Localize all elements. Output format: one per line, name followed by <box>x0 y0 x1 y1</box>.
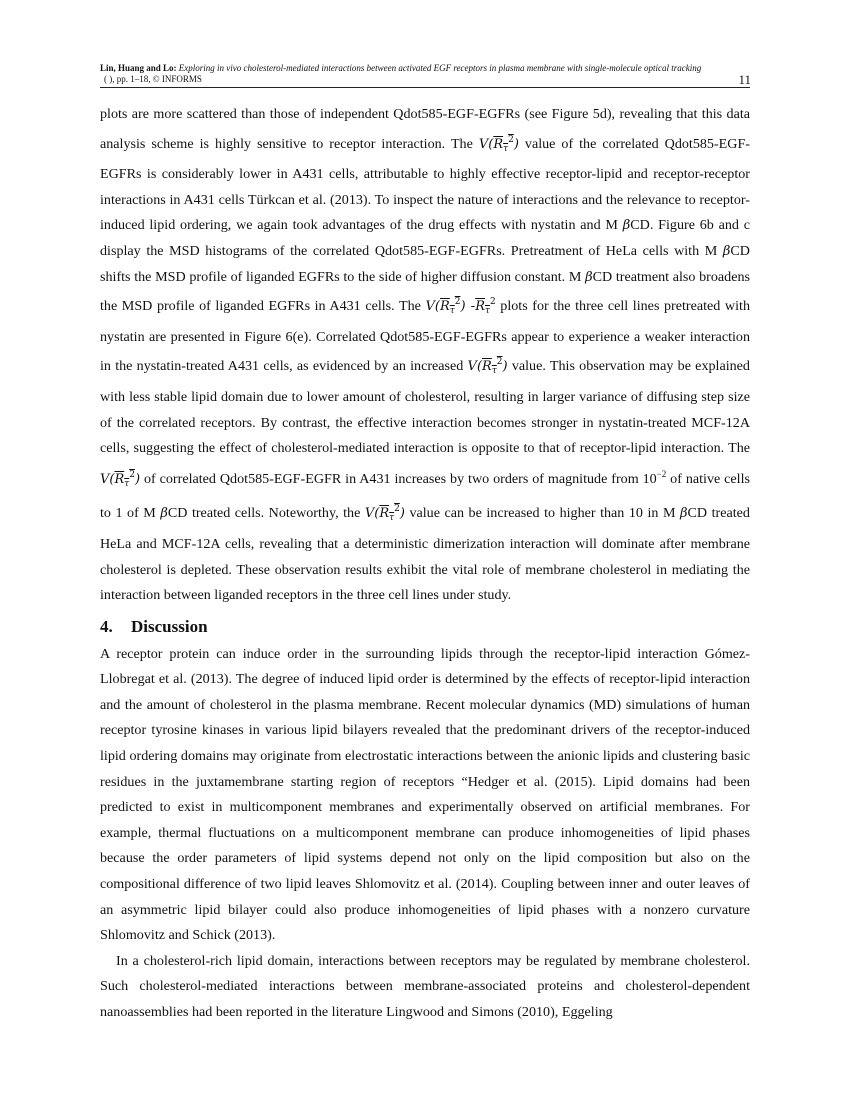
running-header <box>100 63 750 85</box>
math-beta: β <box>722 243 731 259</box>
header-rule <box>100 87 750 88</box>
section-heading <box>100 615 750 639</box>
header-journal-info: ( ), pp. 1–18, © INFORMS <box>104 74 202 84</box>
text-run: of correlated Qdot585-EGF-EGFR in A431 increases by two orders of magnitude from 10 <box>143 470 657 487</box>
math-v-rtau2: $V(R_\tau^2)$ <box>478 134 519 154</box>
math-v-rtau2-minus-rtau2: $V(R_\tau^2)$ $-R_\tau^2$ <box>425 297 496 317</box>
text-run: value of the correlated Qdot585-EGF-EGFRs is considerably lower in A431 cells, attributable to highly effective receptor-lipid and receptor-receptor interactions in A431 cells Türkcan et al. (2013). To inspect the nature of interactions and the relevance to receptor-induced lipid ordering, we again took advantages of the drug effects with nystatin and M <box>100 135 750 234</box>
page-body <box>100 102 750 1026</box>
text-run: CD treatment also broadens the MSD profile of liganded EGFRs in A431 cells. The <box>100 268 750 315</box>
text-run: CD. Figure 6b and c display the MSD histograms of the correlated Qdot585-EGF-EGFRs. Pretreatment of HeLa cells with M <box>100 217 751 259</box>
math-beta: β <box>622 218 631 234</box>
page-number: 11 <box>738 72 751 87</box>
math-beta: β <box>160 506 168 522</box>
header-authors: Lin, Huang and Lo: <box>100 63 177 73</box>
text-run: value. This observation may be explained with less stable lipid domain due to lower amount of cholesterol, resulting in larger variance of diffusing step size of the correlated receptors. By contrast, the effective interaction becomes stronger in nystatin-treated MCF-12A cells, suggesting the effect of cholesterol-mediated interaction is opposite to that of receptor-lipid interaction. The <box>100 358 750 457</box>
section-number: 4. <box>100 616 113 636</box>
text-run: CD treated HeLa and MCF-12A cells, revealing that a deterministic dimerization interaction will dominate after membrane cholesterol is depleted. These observation results exhibit the vital role of membrane cholesterol in mediating the interaction between liganded receptors in the three cell lines under study. <box>100 505 750 604</box>
text-run: plots are more scattered than those of independent Qdot585-EGF-EGFRs (see Figure 5d), revealing that this data analysis scheme is highly sensitive to receptor interaction. The <box>100 106 750 152</box>
text-run: CD treated cells. Noteworthy, the <box>167 505 361 522</box>
math-v-rtau2: $V(R_\tau^2)$ <box>467 357 508 377</box>
math-v-rtau2: $V(R_\tau^2)$ <box>364 504 405 524</box>
math-v-rtau2: $V(R_\tau^2)$ <box>100 469 141 489</box>
paragraph-discussion-2: In a cholesterol-rich lipid domain, interactions between receptors may be regulated by membrane cholesterol. Such cholesterol-mediated interactions between membrane-associated proteins and cholesterol-dependent nanoassemblies had been reported in the literature Lingwood and Simons (2010), Eggeling <box>100 952 750 1020</box>
text-run: plots for the three cell lines pretreated with nystatin are presented in Figure 6(e). Correlated Qdot585-EGF-EGFRs appear to experience a weaker interaction in the nystatin-treated A431 cells, as evidenced by an increased <box>100 298 750 375</box>
math-beta: β <box>585 269 593 285</box>
paragraph-discussion-1: A receptor protein can induce order in the surrounding lipids through the receptor-lipid interaction Gómez-Llobregat et al. (2013). The degree of induced lipid order is determined by the effects of receptor-lipid interaction and the amount of cholesterol in the plasma membrane. Recent molecular dynamics (MD) simulations of human receptor tyrosine kinases in various lipid bilayers revealed that the predominant drivers of the receptor-induced lipid ordering domains may originate from electrostatic interactions between the anionic lipids and clustering basic residues in the juxtamembrane starting region of receptors “Hedger et al. (2015). Lipid domains had been predicted to exist in multicomponent membranes and experimentally observed on artificial membranes. For example, thermal fluctuations on a multicomponent membrane can produce inhomogeneities of lipid phases because the order parameters of lipid systems depend not only on the lipid composition but also on the compositional difference of two lipid leaves Shlomovitz et al. (2014). Coupling between inner and outer leaves of an asymmetric lipid bilayer could also produce inhomogeneities of lipid phases with a nonzero curvature Shlomovitz and Schick (2013). <box>100 645 750 944</box>
text-run: CD shifts the MSD profile of liganded EGFRs to the side of higher diffusion constant. M <box>100 242 750 285</box>
header-citation <box>100 63 750 74</box>
exponent: −2 <box>656 468 667 479</box>
paragraph-results <box>100 102 750 609</box>
text-run: value can be increased to higher than 10 in M <box>409 505 676 522</box>
text-run: of native cells to 1 of M <box>100 470 750 522</box>
header-title: Exploring in vivo cholesterol-mediated interactions between activated EGF receptors in plasma membrane with single-molecule optical tracking <box>178 63 702 73</box>
section-title: Discussion <box>131 616 208 636</box>
math-beta: β <box>680 506 688 522</box>
